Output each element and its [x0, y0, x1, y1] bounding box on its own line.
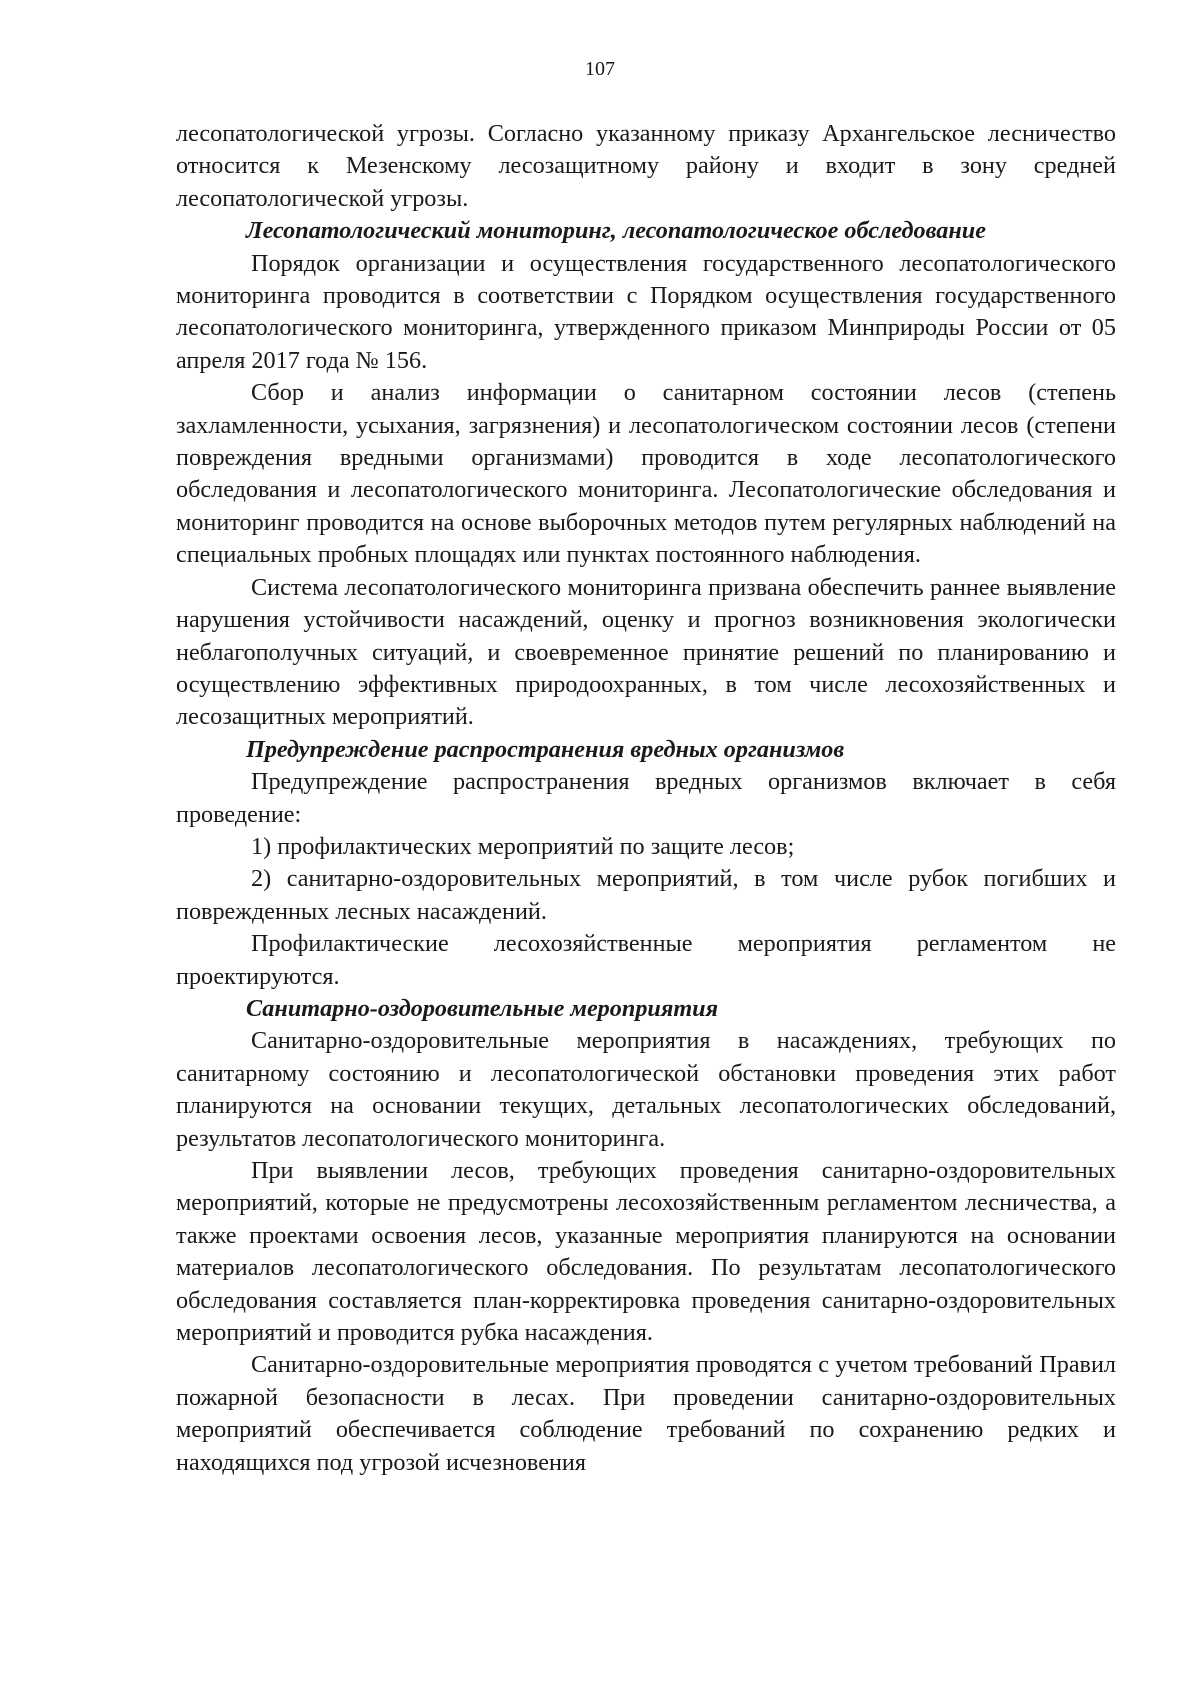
paragraph: Сбор и анализ информации о санитарном состоянии лесов (степень захламленности, усыхания, загрязнения) и лесопатологическом состоянии лесов (степени повреждения вредными организмами) проводится в ходе лесопатологического обследования и лесопатологического мониторинга. Лесопатологические обследования и мониторинг проводится на основе выборочных методов путем регулярных наблюдений на специальных пробных площадях или пунктах постоянного наблюдения.: [176, 379, 1116, 569]
paragraph: Профилактические лесохозяйственные мероприятия регламентом не проектируются.: [176, 930, 1116, 990]
section-heading: Предупреждение распространения вредных организмов: [246, 735, 845, 763]
page-number: 107: [585, 58, 615, 80]
paragraph: Порядок организации и осуществления государственного лесопатологического мониторинга проводится в соответствии с Порядком осуществления государственного лесопатологического мониторинга, утвержденного приказом Минприроды России от 05 апреля 2017 года № 156.: [176, 249, 1116, 374]
paragraph: Санитарно-оздоровительные мероприятия проводятся с учетом требований Правил пожарной безопасности в лесах. При проведении санитарно-оздоровительных мероприятий обеспечивается соблюдение требований по сохранению редких и находящихся под угрозой исчезновения: [176, 1351, 1116, 1476]
list-item: 1) профилактических мероприятий по защите лесов;: [251, 832, 795, 860]
paragraph: Предупреждение распространения вредных организмов включает в себя проведение:: [176, 768, 1116, 828]
document-body: [176, 118, 1116, 1479]
section-heading: Лесопатологический мониторинг, лесопатологическое обследование: [246, 217, 986, 245]
paragraph: лесопатологической угрозы. Согласно указанному приказу Архангельское лесничество относится к Мезенскому лесозащитному району и входит в зону средней лесопатологической угрозы.: [176, 120, 1116, 212]
paragraph: При выявлении лесов, требующих проведения санитарно-оздоровительных мероприятий, которые не предусмотрены лесохозяйственным регламентом лесничества, а также проектами освоения лесов, указанные мероприятия планируются на основании материалов лесопатологического обследования. По результатам лесопатологического обследования составляется план-корректировка проведения санитарно-оздоровительных мероприятий и проводится рубка насаждения.: [176, 1157, 1116, 1347]
paragraph: Санитарно-оздоровительные мероприятия в насаждениях, требующих по санитарному состоянию и лесопатологической обстановки проведения этих работ планируются на основании текущих, детальных лесопатологических обследований, результатов лесопатологического мониторинга.: [176, 1027, 1116, 1152]
paragraph: Система лесопатологического мониторинга призвана обеспечить раннее выявление нарушения устойчивости насаждений, оценку и прогноз возникновения экологически неблагополучных ситуаций, и своевременное принятие решений по планированию и осуществлению эффективных природоохранных, в том числе лесохозяйственных и лесозащитных мероприятий.: [176, 573, 1116, 731]
list-item: 2) санитарно-оздоровительных мероприятий, в том числе рубок погибших и поврежденных лесных насаждений.: [176, 865, 1116, 925]
section-heading: Санитарно-оздоровительные мероприятия: [246, 994, 719, 1022]
